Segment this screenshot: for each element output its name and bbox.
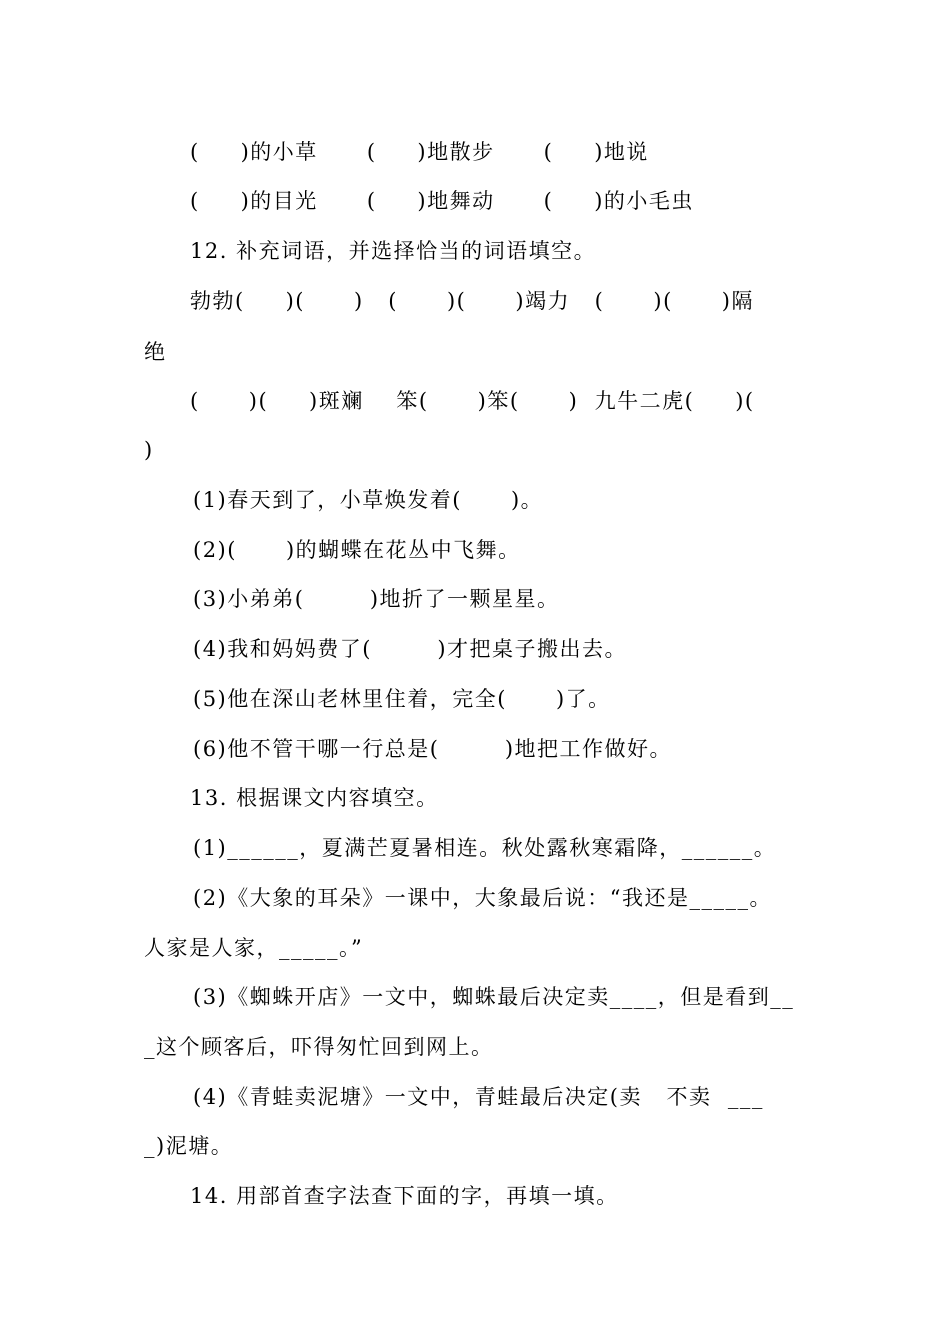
question-14-title: 14. 用部首查字法查下面的字，再填一填。	[190, 1184, 619, 1208]
idiom-row-1-wrap: 绝	[144, 340, 167, 364]
q13-item-1: (1)______，夏满芒夏暑相连。秋处露秋寒霜降，______。	[193, 836, 777, 860]
idiom-row-2: ( )( )斑斓 笨( )笨( ) 九牛二虎( )(	[190, 389, 755, 413]
q12-item-4: (4)我和妈妈费了( )才把桌子搬出去。	[193, 637, 628, 661]
question-12-title: 12. 补充词语，并选择恰当的词语填空。	[190, 239, 597, 263]
q13-item-2: (2)《大象的耳朵》一课中，大象最后说：“我还是_____。	[193, 886, 772, 910]
q13-item-4: (4)《青蛙卖泥塘》一文中，青蛙最后决定(卖 不卖 ___	[193, 1085, 764, 1109]
q12-item-6: (6)他不管干哪一行总是( )地把工作做好。	[193, 737, 673, 761]
q12-item-5: (5)他在深山老林里住着，完全( )了。	[193, 687, 611, 711]
q12-item-2: (2)( )的蝴蝶在花丛中飞舞。	[193, 538, 521, 562]
question-13-title: 13. 根据课文内容填空。	[190, 786, 439, 810]
q12-item-3: (3)小弟弟( )地折了一颗星星。	[193, 587, 560, 611]
idiom-row-1: 勃勃( )( ) ( )( )竭力 ( )( )隔	[190, 289, 755, 313]
q13-item-3-wrap: _这个顾客后，吓得匆忙回到网上。	[144, 1035, 494, 1059]
q13-item-4-wrap: _)泥塘。	[144, 1134, 234, 1158]
q12-item-1: (1)春天到了，小草焕发着( )。	[193, 488, 544, 512]
q13-item-3: (3)《蜘蛛开店》一文中，蜘蛛最后决定卖____，但是看到__	[193, 985, 795, 1009]
q13-item-2-wrap: 人家是人家，_____。”	[144, 936, 364, 960]
idiom-row-2-wrap: )	[144, 438, 154, 462]
fill-blank-row-2: ( )的目光 ( )地舞动 ( )的小毛虫	[190, 189, 694, 213]
fill-blank-row-1: ( )的小草 ( )地散步 ( )地说	[190, 140, 649, 164]
